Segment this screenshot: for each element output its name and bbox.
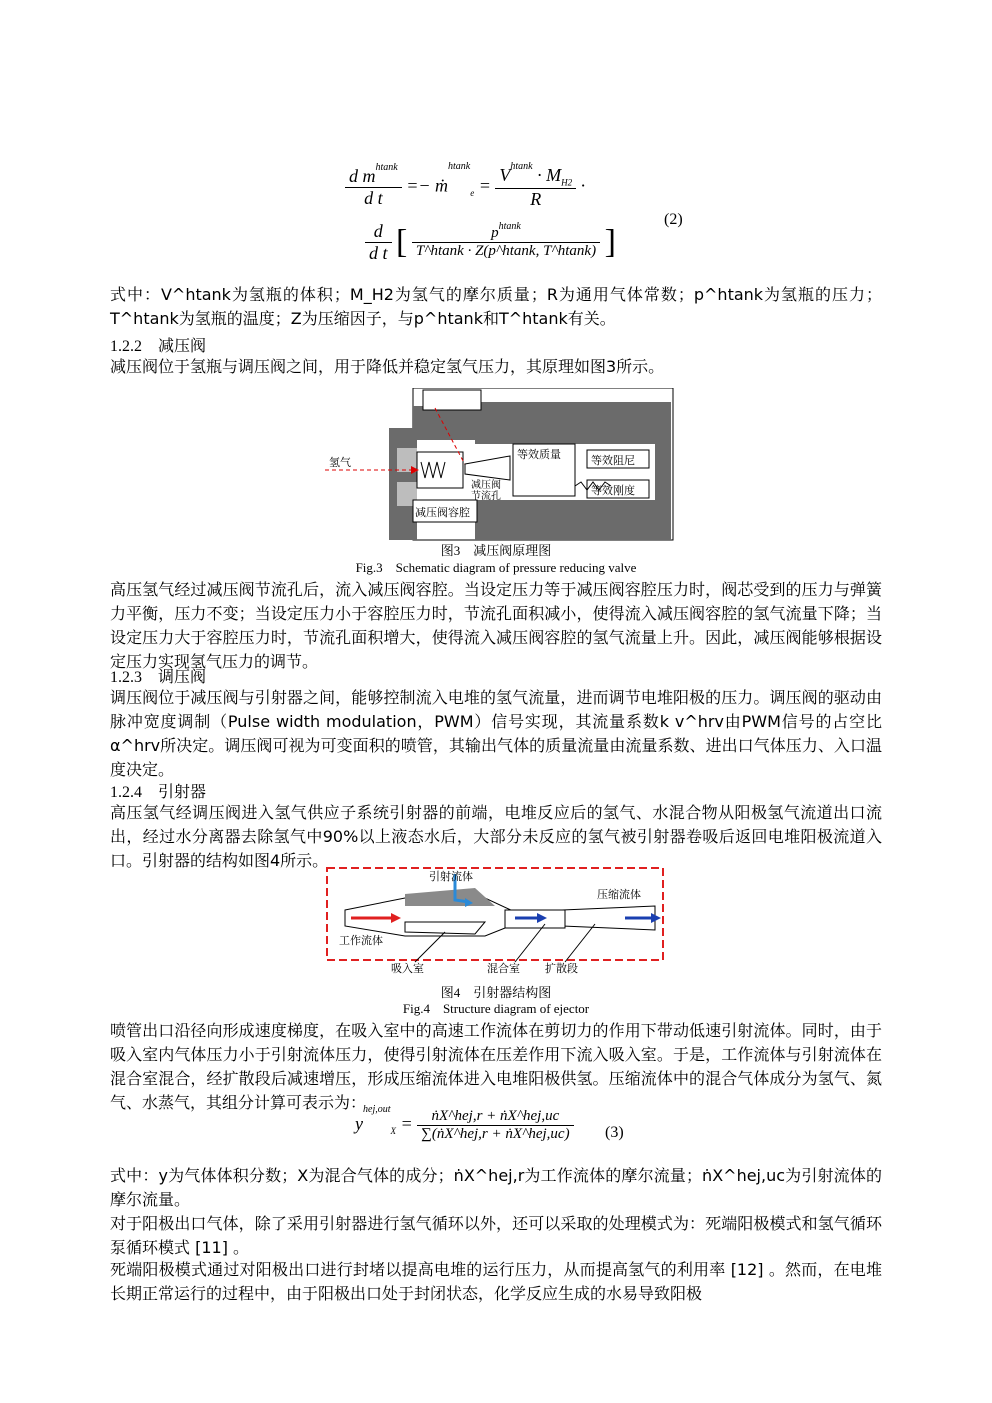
section-heading-1-2-4: 1.2.4 引射器 (110, 784, 207, 801)
figure-3-caption-cn: 图3 减压阀原理图 (440, 543, 552, 558)
label-valve-throttle-line1: 减压阀 (471, 480, 501, 491)
label-suction-chamber: 吸入室 (391, 962, 424, 975)
eq2-rhs-fraction: $\frac{V^{htank} \cdot M_{H2}}{R}$ (495, 165, 576, 210)
eq3-fraction: $\frac{\text{ṅX\textasciicircum{}hej,r + ṅX\textasciicircum{}hej,uc}}{\text{∑(ṅX\textasciicircum{}hej,r + ṅX\textasciicircum{}hej,uc)}}$ (417, 1108, 573, 1143)
paragraph-ejector: 高压氢气经调压阀进入氢气供应子系统引射器的前端，电堆反应后的氢气、水混合物从阳极氢气流道出口流出，经过水分离器去除氢气中90%以上液态水后，大部分未反应的氢气被引射器卷吸后返回电堆阳极流道入口。引射器的结构如图4所示。 (110, 803, 882, 870)
paragraph-dead-end-anode: 死端阳极模式通过对阳极出口进行封堵以提高电堆的运行压力，从而提高氢气的利用率 [12] 。然而，在电堆长期正常运行的过程中，由于阳极出口处于封闭状态，化学反应生成的水易导致阳极 (110, 1260, 882, 1303)
equation-2: $\frac{d m^{htank}}{\text{d t}}$ =− ṁ$^{htank}_e$ = $\frac{V^{htank} \cdot M_{H2}}{R}$ · $\frac{d}{\text{d t}}$ [ $\frac{p^{htank}}{T\^{}htank \cdot Z(p\^{}htank, T\^{}htank)}$ ] (345, 165, 645, 280)
equation-2-definitions: 式中：V^htank为氢瓶的体积；M_H2为氢气的摩尔质量；R为通用气体常数；p^htank为氢瓶的压力；T^htank为氢瓶的温度；Z为压缩因子，与p^htank和T^htank有关。 (110, 285, 882, 328)
paragraph-valve-operation: 高压氢气经过减压阀节流孔后，流入减压阀容腔。当设定压力等于减压阀容腔压力时，阀芯受到的压力与弹簧力平衡，压力不变；当设定压力小于容腔压力时，节流孔面积减小，使得流入减压阀容腔的氢气流量下降；当设定压力大于容腔压力时，节流孔面积增大，使得流入减压阀容腔的氢气流量上升。因此，减压阀能够根据设定压力实现氢气压力的调节。 (110, 580, 882, 671)
label-injected-fluid: 引射流体 (429, 870, 473, 883)
paragraph-pressure-regulating-valve: 调压阀位于减压阀与引射器之间，能够控制流入电堆的氢气流量，进而调节电堆阳极的压力。调压阀的驱动由脉冲宽度调制（Pulse width modulation，PWM）信号实现，其流量系数k v^hrv由PWM信号的占空比α^hrv所决定。调压阀可视为可变面积的喷管，其输出气体的质量流量由流量系数、进出口气体压力、入口温度决定。 (110, 688, 882, 779)
label-valve-throttle-line2: 节流孔 (471, 491, 501, 502)
figure-3-pressure-reducing-valve (325, 388, 675, 543)
section-heading-1-2-3: 1.2.3 调压阀 (110, 669, 207, 686)
figure-3-caption-en: Fig.3 Schematic diagram of pressure reducing valve (355, 560, 637, 575)
equation-3-number: (3) (605, 1124, 624, 1141)
label-diffuser: 扩散段 (545, 962, 578, 975)
label-working-fluid: 工作流体 (339, 934, 383, 947)
section-heading-1-2-2: 1.2.2 减压阀 (110, 338, 207, 355)
paragraph-pressure-reducing-valve: 减压阀位于氢瓶与调压阀之间，用于降低并稳定氢气压力，其原理如图3所示。 (110, 357, 665, 376)
label-valve-chamber: 减压阀容腔 (415, 506, 470, 519)
label-equivalent-stiffness: 等效刚度 (591, 484, 635, 497)
paragraph-ejector-principle: 喷管出口沿径向形成速度梯度，在吸入室中的高速工作流体在剪切力的作用下带动低速引射流体。同时，由于吸入室内气体压力小于引射流体压力，使得引射流体在压差作用下流入吸入室。于是，工作流体与引射流体在混合室混合，经扩散段后减速增压，形成压缩流体进入电堆阳极供氢。压缩流体中的混合气体成分为氢气、氮气、水蒸气，其组分计算可表示为： (110, 1021, 882, 1112)
figure-4-ejector-structure (325, 866, 667, 986)
eq2-lhs-fraction: $\frac{d m^{htank}}{\text{d t}}$ (345, 166, 402, 209)
label-equivalent-mass: 等效质量 (517, 448, 561, 461)
eq2-bracket-fraction: $\frac{p^{htank}}{T\^{}htank \cdot Z(p\^{}htank, T\^{}htank)}$ (412, 225, 600, 260)
equation-2-number: (2) (664, 211, 683, 228)
label-compressed-fluid: 压缩流体 (597, 888, 641, 901)
equation-3-definitions: 式中：y为气体体积分数；X为混合气体的成分；ṅX^hej,r为工作流体的摩尔流量；ṅX^hej,uc为引射流体的摩尔流量。 (110, 1166, 882, 1209)
eq2-derivative: $\frac{d}{\text{d t}}$ (365, 221, 392, 264)
paragraph-anode-outlet: 对于阳极出口气体，除了采用引射器进行氢气循环以外，还可以采取的处理模式为：死端阳极模式和氢气循环泵循环模式 [11] 。 (110, 1214, 882, 1257)
label-hydrogen: 氢气 (329, 456, 351, 469)
label-equivalent-damping: 等效阻尼 (591, 454, 635, 467)
figure-4-caption-cn: 图4 引射器结构图 (440, 985, 552, 1000)
equation-3: $y^{hej,out}_X$ = $\frac{\text{ṅX\textasciicircum{}hej,r + ṅX\textasciicircum{}hej,uc}}{\text{∑(ṅX\textasciicircum{}hej,r + ṅX\textasciicircum{}hej,uc)}}$ (355, 1108, 574, 1143)
label-mixing-chamber: 混合室 (487, 962, 520, 975)
figure-4-caption-en: Fig.4 Structure diagram of ejector (402, 1001, 590, 1016)
